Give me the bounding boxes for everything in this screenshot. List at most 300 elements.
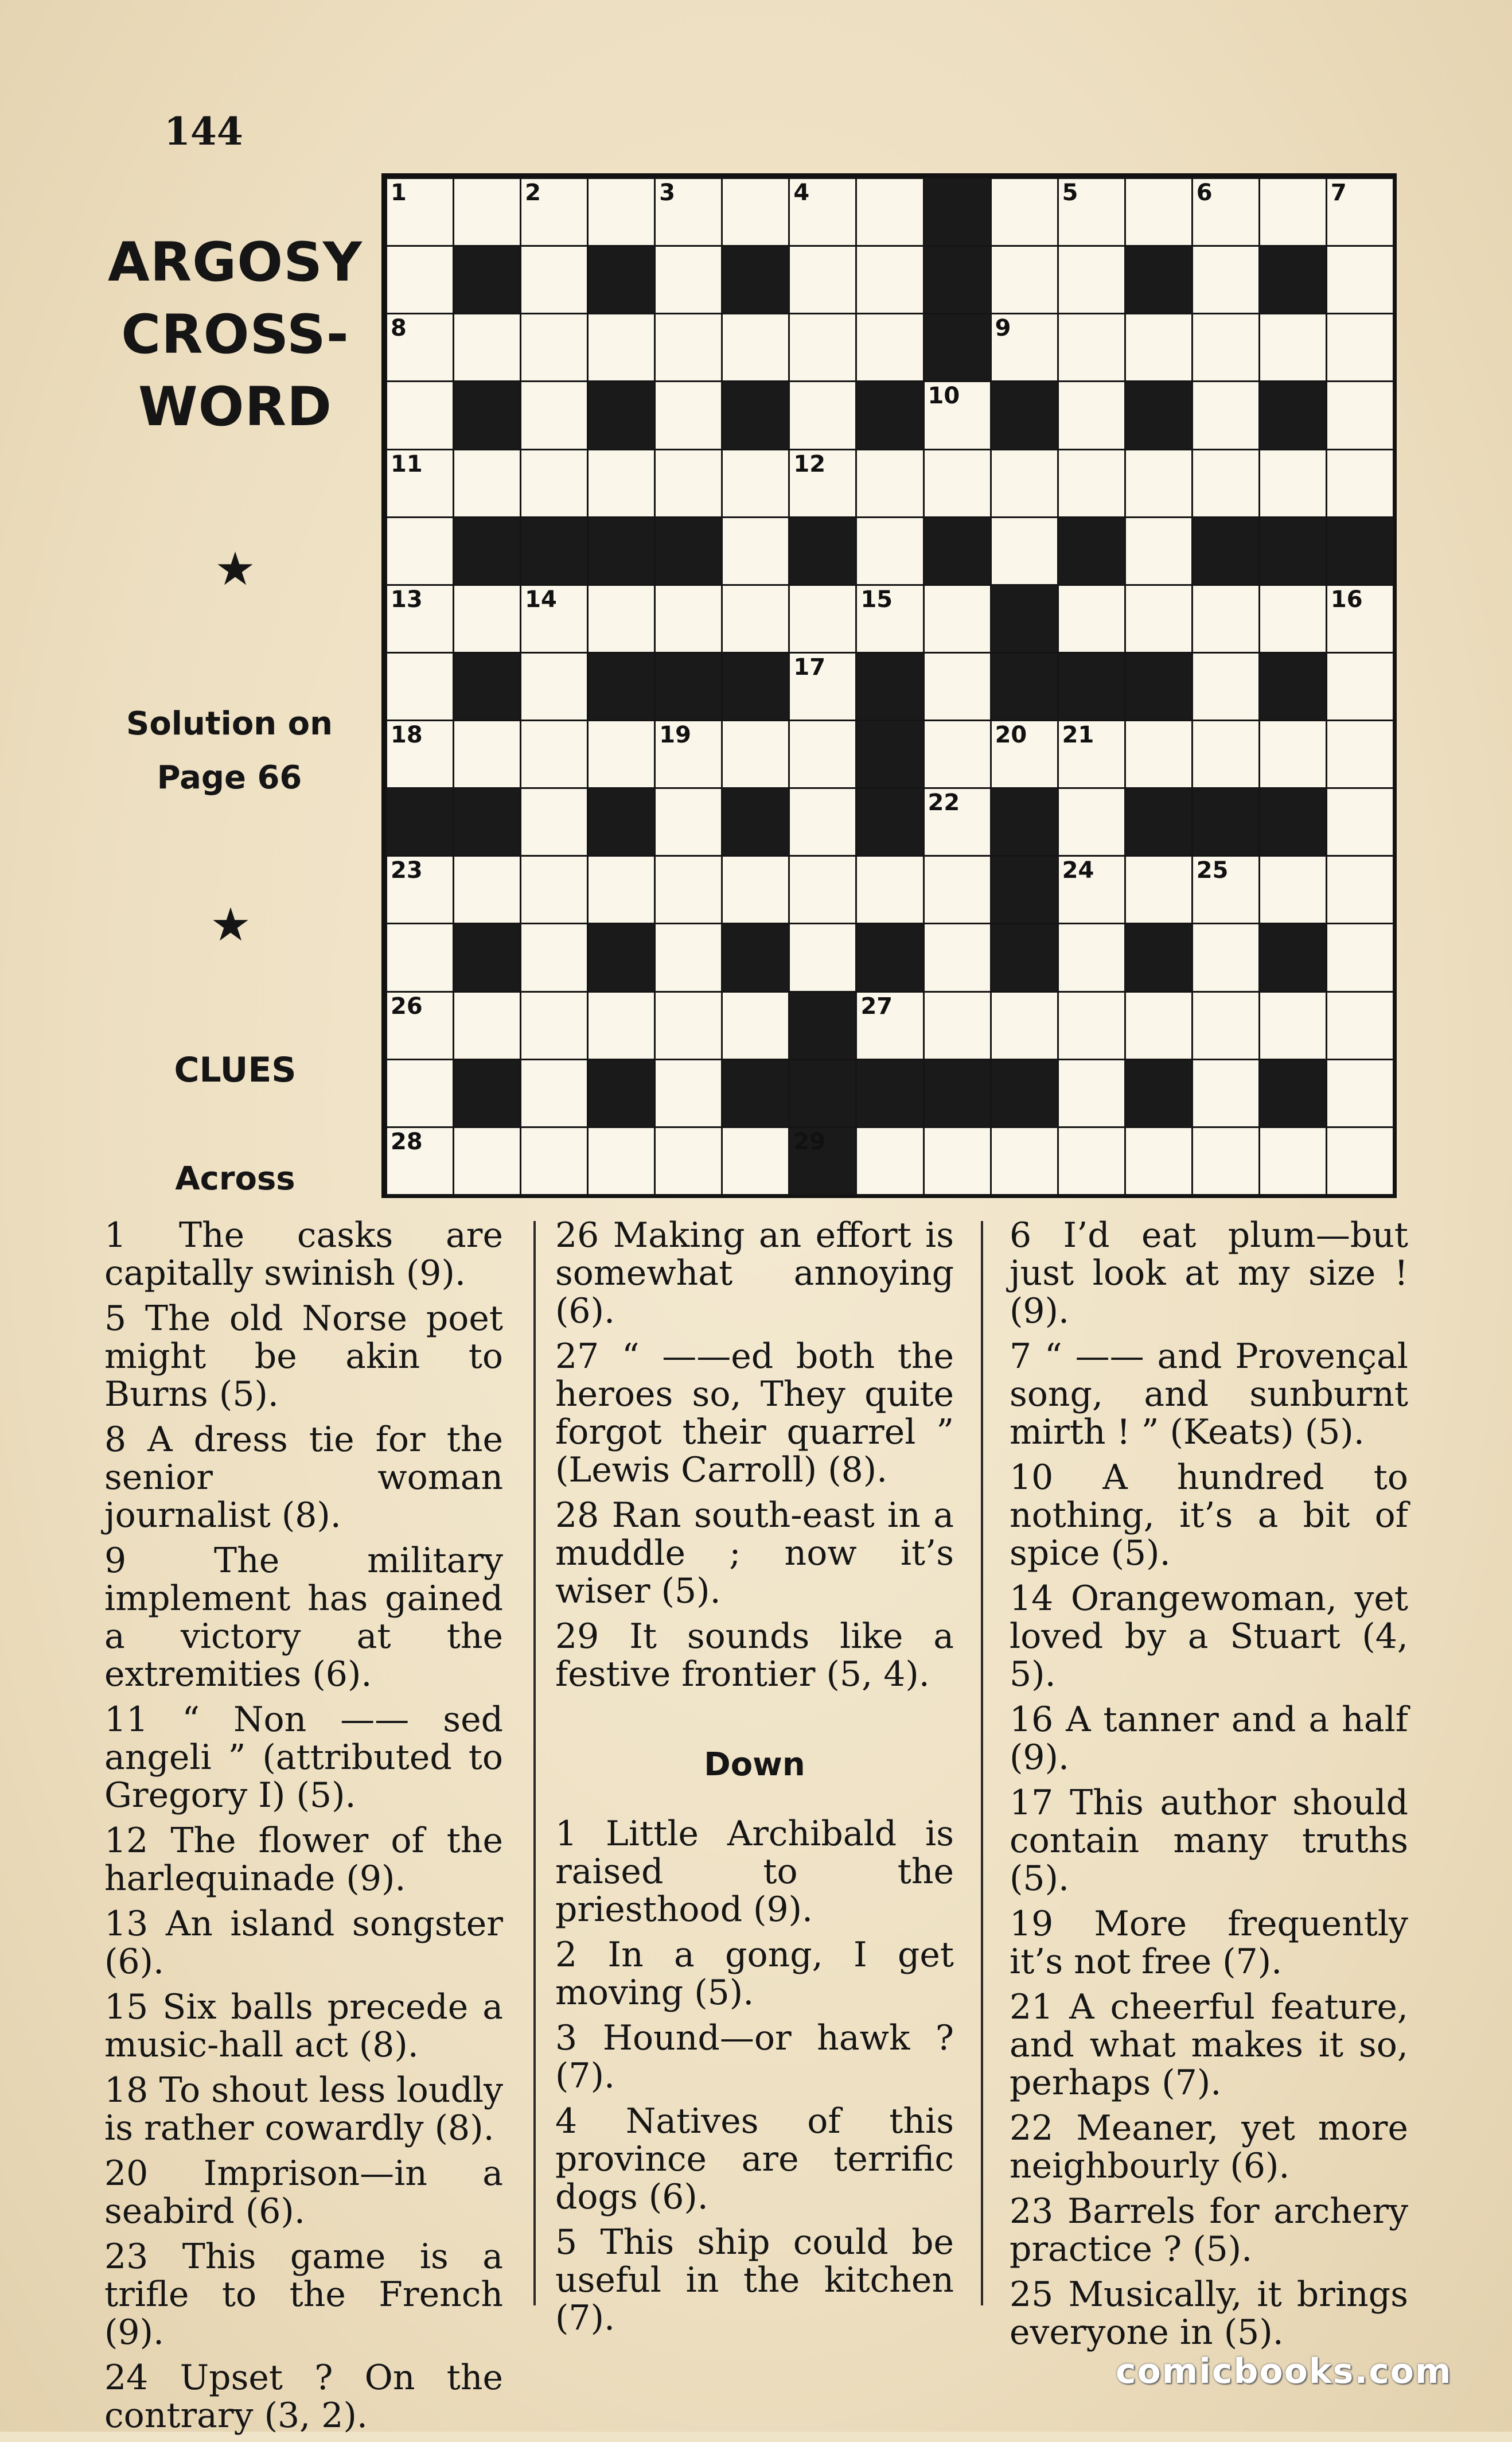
clue-number: 8 [391,315,407,342]
grid-block [654,516,723,586]
clue-number: 19 [659,722,691,749]
grid-cell[interactable] [1191,855,1260,924]
grid-cell[interactable] [520,787,589,857]
clue-number: 10 [928,383,960,410]
grid-cell[interactable] [520,1126,589,1196]
grid-cell[interactable] [1057,991,1126,1060]
grid-cell[interactable] [1191,1059,1260,1128]
grid-cell[interactable] [923,584,992,654]
grid-cell[interactable] [1326,1126,1394,1196]
clue-number: 28 [391,1128,423,1155]
grid-block [1124,787,1193,857]
grid-cell[interactable] [385,245,454,314]
clue-number: 7 [1330,180,1347,206]
grid-block [654,652,723,721]
grid-cell[interactable] [1326,855,1394,924]
grid-cell[interactable] [855,516,924,586]
grid-block [855,720,924,789]
grid-cell[interactable] [1326,584,1394,654]
grid-cell[interactable] [721,1126,790,1196]
grid-block [1258,1059,1327,1128]
grid-block [721,380,790,450]
grid-cell[interactable] [855,245,924,314]
grid-cell[interactable] [1191,313,1260,382]
grid-cell[interactable] [520,313,589,382]
clue-number: 4 [793,180,810,206]
grid-block [990,923,1059,992]
grid-cell[interactable] [721,516,790,586]
grid-block [587,380,656,450]
clue-number: 12 [793,450,826,477]
grid-block [1124,245,1193,314]
grid-cell[interactable] [1326,313,1394,382]
grid-cell[interactable] [923,923,992,992]
grid-cell[interactable] [1326,923,1394,992]
grid-cell[interactable] [788,245,857,314]
grid-block [1124,380,1193,450]
clue-number: 6 [1196,180,1213,206]
grid-cell[interactable] [587,855,656,924]
grid-block [990,584,1059,654]
clue-text: 23 This game is a trifle to the French (9). [104,2237,503,2352]
grid-cell[interactable] [654,991,723,1060]
grid-cell[interactable] [855,1126,924,1196]
grid-cell[interactable] [1258,720,1327,789]
grid-cell[interactable] [1124,855,1193,924]
grid-block [453,1059,521,1128]
clue-number: 23 [391,857,423,884]
grid-block [1191,787,1260,857]
grid-block [990,380,1059,450]
watermark: comicbooks.com [1116,2351,1452,2392]
grid-block [1258,245,1327,314]
grid-cell[interactable] [1326,652,1394,721]
grid-cell[interactable] [1057,584,1126,654]
grid-cell[interactable] [855,449,924,518]
grid-cell[interactable] [385,1059,454,1128]
grid-cell[interactable] [453,177,521,247]
grid-cell[interactable] [385,991,454,1060]
grid-cell[interactable] [587,449,656,518]
clue-number: 27 [860,993,893,1020]
grid-cell[interactable] [453,449,521,518]
grid-block [453,923,521,992]
clue-text: 23 Barrels for archery practice ? (5). [1010,2191,1408,2269]
grid-cell[interactable] [385,449,454,518]
grid-block [1326,516,1394,586]
title-line: ARGOSY [108,231,363,294]
grid-cell[interactable] [990,720,1059,789]
grid-cell[interactable] [1191,380,1260,450]
grid-cell[interactable] [520,449,589,518]
grid-cell[interactable] [1057,855,1126,924]
clue-text: 9 The military implement has gained a victory at the extremities (6). [104,1541,503,1694]
grid-cell[interactable] [855,991,924,1060]
clue-text: 12 The flower of the harlequinade (9). [104,1821,503,1899]
grid-block [721,787,790,857]
grid-cell[interactable] [923,991,992,1060]
grid-cell[interactable] [587,720,656,789]
clue-text: 5 The old Norse poet might be akin to Burns (5). [104,1298,503,1414]
grid-cell[interactable] [721,584,790,654]
grid-block [1258,380,1327,450]
down-heading: Down [704,1746,805,1783]
star-icon: ★ [215,542,256,596]
grid-cell[interactable] [923,652,992,721]
grid-cell[interactable] [788,720,857,789]
clue-text: 1 The casks are capitally swinish (9). [104,1215,503,1293]
clue-text: 11 “ Non —— sed angeli ” (attributed to Gregory I) (5). [104,1700,503,1815]
grid-cell[interactable] [1326,787,1394,857]
clue-text: 24 Upset ? On the contrary (3, 2). [104,2358,503,2436]
grid-cell[interactable] [1124,584,1193,654]
grid-cell[interactable] [1258,855,1327,924]
clue-text: 5 This ship could be useful in the kitchen (7). [555,2222,954,2338]
grid-block [587,787,656,857]
grid-cell[interactable] [654,1059,723,1128]
grid-block [855,787,924,857]
grid-cell[interactable] [788,380,857,450]
grid-block [385,787,454,857]
clue-text: 28 Ran south-east in a muddle ; now it’s wiser (5). [555,1495,954,1611]
clue-text: 20 Imprison—in a seabird (6). [104,2153,503,2231]
grid-cell[interactable] [1124,449,1193,518]
grid-cell[interactable] [385,584,454,654]
clue-number: 3 [659,180,676,206]
grid-cell[interactable] [654,1126,723,1196]
grid-cell[interactable] [453,855,521,924]
clue-number: 13 [391,586,423,613]
grid-cell[interactable] [721,313,790,382]
clue-number: 5 [1062,180,1078,206]
clue-text: 17 This author should contain many truths (5). [1010,1783,1408,1899]
grid-cell[interactable] [654,245,723,314]
grid-cell[interactable] [654,380,723,450]
grid-cell[interactable] [654,313,723,382]
grid-cell[interactable] [520,584,589,654]
clue-text: 10 A hundred to nothing, it’s a bit of spice (5). [1010,1457,1408,1573]
grid-cell[interactable] [788,449,857,518]
grid-cell[interactable] [721,855,790,924]
grid-cell[interactable] [587,1126,656,1196]
grid-cell[interactable] [855,177,924,247]
grid-cell[interactable] [385,1126,454,1196]
grid-block [721,245,790,314]
grid-block [990,652,1059,721]
grid-cell[interactable] [453,313,521,382]
solution-note [98,697,361,805]
grid-cell[interactable] [990,449,1059,518]
grid-cell[interactable] [1326,1059,1394,1128]
grid-cell[interactable] [923,855,992,924]
grid-cell[interactable] [1124,177,1193,247]
clue-number: 25 [1196,857,1229,884]
grid-cell[interactable] [788,787,857,857]
clue-number: 14 [525,586,557,613]
grid-block [855,380,924,450]
grid-cell[interactable] [990,245,1059,314]
grid-block [1258,516,1327,586]
clue-number: 2 [525,180,541,206]
grid-cell[interactable] [1057,449,1126,518]
grid-cell[interactable] [654,923,723,992]
grid-cell[interactable] [990,1126,1059,1196]
grid-block [990,855,1059,924]
clues-heading: CLUES [174,1050,297,1090]
grid-cell[interactable] [1124,991,1193,1060]
grid-cell[interactable] [721,720,790,789]
grid-cell[interactable] [788,313,857,382]
grid-block [587,516,656,586]
grid-cell[interactable] [855,584,924,654]
grid-cell[interactable] [721,991,790,1060]
clue-text: 7 “ —— and Provençal song, and sunburnt mirth ! ” (Keats) (5). [1010,1336,1408,1452]
grid-block [1258,652,1327,721]
clue-text: 4 Natives of this province are terrific dogs (6). [555,2101,954,2217]
grid-block [1057,516,1126,586]
grid-cell[interactable] [1191,720,1260,789]
grid-cell[interactable] [1057,1126,1126,1196]
clue-text: 19 More frequently it’s not free (7). [1010,1904,1408,1982]
grid-cell[interactable] [1057,380,1126,450]
grid-cell[interactable] [654,584,723,654]
grid-block [1258,923,1327,992]
clue-text: 22 Meaner, yet more neighbourly (6). [1010,2108,1408,2186]
grid-block [453,652,521,721]
grid-block [721,652,790,721]
grid-cell[interactable] [520,652,589,721]
grid-cell[interactable] [1258,584,1327,654]
grid-cell[interactable] [1326,991,1394,1060]
grid-block [587,1059,656,1128]
grid-block [1124,652,1193,721]
grid-cell[interactable] [990,991,1059,1060]
clue-number: 17 [793,654,826,681]
clue-number: 11 [391,450,423,477]
grid-cell[interactable] [453,720,521,789]
grid-cell[interactable] [654,449,723,518]
grid-cell[interactable] [923,720,992,789]
grid-block [788,991,857,1060]
grid-cell[interactable] [1191,449,1260,518]
grid-cell[interactable] [788,923,857,992]
clue-number: 9 [995,315,1011,342]
grid-cell[interactable] [923,1126,992,1196]
grid-cell[interactable] [587,313,656,382]
clue-text: 27 “ ——ed both the heroes so, They quite forgot their quarrel ” (Lewis Carroll) (8). [555,1336,954,1490]
grid-block [453,380,521,450]
grid-cell[interactable] [1191,1126,1260,1196]
clue-number: 1 [391,180,407,206]
clue-text: 1 Little Archibald is raised to the priesthood (9). [555,1814,954,1930]
clue-text: 26 Making an effort is somewhat annoying (6). [555,1215,954,1331]
grid-block [788,516,857,586]
grid-block [721,1059,790,1128]
grid-cell[interactable] [1191,584,1260,654]
grid-cell[interactable] [1258,1126,1327,1196]
grid-block [855,923,924,992]
grid-cell[interactable] [1057,245,1126,314]
grid-cell[interactable] [788,177,857,247]
grid-cell[interactable] [385,516,454,586]
grid-cell[interactable] [990,313,1059,382]
grid-cell[interactable] [520,991,589,1060]
column-divider [981,1221,983,2305]
clue-number: 16 [1330,586,1363,613]
clue-column-1 [104,1216,503,2442]
grid-cell[interactable] [1326,449,1394,518]
grid-cell[interactable] [385,720,454,789]
grid-block [520,516,589,586]
clue-text: 18 To shout less loudly is rather cowardly (8). [104,2070,503,2148]
grid-block [923,177,992,247]
grid-block [990,1059,1059,1128]
grid-cell[interactable] [654,855,723,924]
solution-line: Solution on [126,705,333,742]
grid-block [587,652,656,721]
solution-line: Page 66 [157,759,302,796]
grid-cell[interactable] [788,652,857,721]
grid-block [990,787,1059,857]
grid-block [587,923,656,992]
grid-cell[interactable] [385,177,454,247]
grid-cell[interactable] [788,584,857,654]
grid-cell[interactable] [990,177,1059,247]
clue-text: 14 Orangewoman, yet loved by a Stuart (4, 5). [1010,1578,1408,1694]
crossword-grid [381,173,1397,1198]
grid-cell[interactable] [1326,720,1394,789]
clue-number: 15 [860,586,893,613]
grid-block [1191,516,1260,586]
grid-cell[interactable] [453,1126,521,1196]
grid-cell[interactable] [1057,720,1126,789]
star-icon: ★ [210,898,251,951]
grid-cell[interactable] [1258,991,1327,1060]
grid-cell[interactable] [520,855,589,924]
grid-cell[interactable] [1326,177,1394,247]
clue-text: 8 A dress tie for the senior woman journalist (8). [104,1420,503,1535]
column-divider [533,1221,536,2305]
clue-text: 2 In a gong, I get moving (5). [555,1935,954,2013]
clue-number: 22 [928,790,960,816]
grid-cell[interactable] [453,584,521,654]
grid-cell[interactable] [788,855,857,924]
grid-cell[interactable] [1124,516,1193,586]
grid-cell[interactable] [1326,245,1394,314]
grid-cell[interactable] [587,584,656,654]
clue-text: 13 An island songster (6). [104,1904,503,1982]
grid-cell[interactable] [520,380,589,450]
grid-block [923,1059,992,1128]
clue-number: 29 [793,1128,826,1155]
grid-cell[interactable] [654,177,723,247]
grid-block [453,516,521,586]
clue-number: 20 [995,722,1027,749]
title-line: WORD [138,376,332,438]
grid-block [788,1059,857,1128]
grid-block [453,245,521,314]
grid-cell[interactable] [855,855,924,924]
grid-block [923,245,992,314]
grid-cell[interactable] [1191,923,1260,992]
grid-block [587,245,656,314]
grid-cell[interactable] [1124,1126,1193,1196]
grid-block [788,1126,857,1196]
grid-cell[interactable] [654,787,723,857]
grid-cell[interactable] [1124,720,1193,789]
grid-cell[interactable] [1057,313,1126,382]
grid-cell[interactable] [520,177,589,247]
clue-text: 29 It sounds like a festive frontier (5, 4). [555,1616,954,1694]
clue-number: 18 [391,722,423,749]
grid-cell[interactable] [1057,1059,1126,1128]
grid-cell[interactable] [453,991,521,1060]
grid-cell[interactable] [1258,449,1327,518]
grid-cell[interactable] [1258,313,1327,382]
grid-cell[interactable] [654,720,723,789]
grid-block [1258,787,1327,857]
clue-text: 25 Musically, it brings everyone in (5). [1010,2274,1408,2352]
grid-cell[interactable] [385,652,454,721]
grid-cell[interactable] [923,380,992,450]
grid-cell[interactable] [587,177,656,247]
grid-cell[interactable] [1191,991,1260,1060]
grid-block [453,787,521,857]
grid-cell[interactable] [1191,652,1260,721]
grid-cell[interactable] [855,313,924,382]
clue-text: 15 Six balls precede a music-hall act (8). [104,1987,503,2065]
clue-text: 3 Hound—or hawk ? (7). [555,2018,954,2096]
grid-cell[interactable] [721,177,790,247]
grid-cell[interactable] [1124,313,1193,382]
grid-block [923,313,992,382]
grid-cell[interactable] [587,991,656,1060]
grid-cell[interactable] [385,923,454,992]
grid-cell[interactable] [520,720,589,789]
clue-text: 21 A cheerful feature, and what makes it so, perhaps (7). [1010,1987,1408,2103]
grid-cell[interactable] [520,245,589,314]
grid-cell[interactable] [1191,245,1260,314]
grid-block [855,652,924,721]
grid-cell[interactable] [1191,177,1260,247]
grid-cell[interactable] [520,1059,589,1128]
grid-cell[interactable] [520,923,589,992]
grid-cell[interactable] [990,516,1059,586]
grid-cell[interactable] [1057,177,1126,247]
grid-cell[interactable] [1057,787,1126,857]
clue-text: 16 A tanner and a half (9). [1010,1700,1408,1778]
grid-block [1124,1059,1193,1128]
grid-cell[interactable] [1057,923,1126,992]
across-heading: Across [175,1160,295,1197]
grid-cell[interactable] [923,449,992,518]
grid-block [721,923,790,992]
grid-cell[interactable] [385,380,454,450]
clue-number: 21 [1062,722,1094,749]
grid-cell[interactable] [385,313,454,382]
title-line: CROSS- [121,304,349,366]
page-number: 144 [164,109,243,154]
grid-cell[interactable] [1326,380,1394,450]
clue-column-2 [555,1216,954,2344]
grid-cell[interactable] [385,855,454,924]
clue-number: 24 [1062,857,1094,884]
clue-column-3 [1010,1216,1408,2359]
grid-cell[interactable] [923,787,992,857]
grid-cell[interactable] [1258,177,1327,247]
grid-cell[interactable] [721,449,790,518]
grid-block [1057,652,1126,721]
